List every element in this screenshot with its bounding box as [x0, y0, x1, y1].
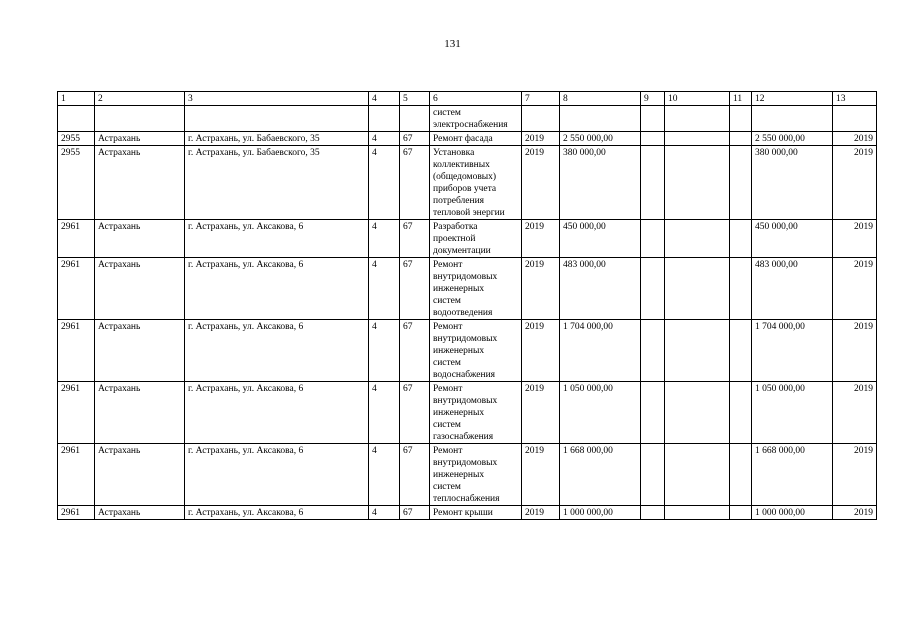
work-type-cell — [430, 444, 522, 506]
cost-fund-cell: 1 050 000,00 — [752, 382, 833, 444]
table-row — [58, 320, 877, 382]
header-cell: 2 — [95, 92, 185, 106]
cost-total-cell: 1 050 000,00 — [560, 382, 641, 444]
year-2-cell: 2019 — [833, 444, 877, 506]
address-cell — [185, 106, 369, 132]
table-row — [58, 444, 877, 506]
work-type-line: внутридомовых — [433, 272, 498, 282]
cost-fund-cell: 483 000,00 — [752, 258, 833, 320]
col-11-cell — [730, 320, 752, 382]
work-type-line: систем — [433, 358, 461, 368]
work-type-line: Ремонт — [433, 260, 463, 270]
work-type-line: систем — [433, 482, 461, 492]
cost-fund-cell: 1 704 000,00 — [752, 320, 833, 382]
record-id-cell: 2961 — [58, 506, 95, 520]
header-cell: 8 — [560, 92, 641, 106]
col-11-cell — [730, 258, 752, 320]
cost-fund-cell: 1 000 000,00 — [752, 506, 833, 520]
col-5-cell: 67 — [400, 146, 430, 220]
year-2-cell — [833, 106, 877, 132]
municipality-cell: Астрахань — [95, 320, 185, 382]
work-type-cell — [430, 220, 522, 258]
address-cell: г. Астрахань, ул. Аксакова, 6 — [185, 320, 369, 382]
address-cell: г. Астрахань, ул. Бабаевского, 35 — [185, 146, 369, 220]
address-cell: г. Астрахань, ул. Аксакова, 6 — [185, 258, 369, 320]
year-2-cell: 2019 — [833, 506, 877, 520]
work-type-line: Ремонт — [433, 446, 463, 456]
municipality-cell: Астрахань — [95, 382, 185, 444]
work-type-line: инженерных — [433, 346, 485, 356]
municipality-cell: Астрахань — [95, 444, 185, 506]
col-5-cell: 67 — [400, 320, 430, 382]
cost-fund-cell: 2 550 000,00 — [752, 132, 833, 146]
municipality-cell — [95, 106, 185, 132]
col-4-cell: 4 — [369, 382, 400, 444]
record-id-cell: 2961 — [58, 220, 95, 258]
work-type-line: систем — [433, 108, 461, 118]
work-type-cell — [430, 258, 522, 320]
record-id-cell — [58, 106, 95, 132]
work-type-line: коллективных — [433, 160, 490, 170]
municipality-cell: Астрахань — [95, 220, 185, 258]
address-cell: г. Астрахань, ул. Бабаевского, 35 — [185, 132, 369, 146]
cost-fund-cell — [752, 106, 833, 132]
record-id-cell: 2961 — [58, 258, 95, 320]
work-type-line: потребления — [433, 196, 485, 206]
table-row — [58, 146, 877, 220]
work-type-line: водоотведения — [433, 308, 493, 318]
address-cell: г. Астрахань, ул. Аксакова, 6 — [185, 220, 369, 258]
work-type-line: газоснабжения — [433, 432, 494, 442]
col-9-cell — [641, 506, 665, 520]
table-row — [58, 220, 877, 258]
col-5-cell: 67 — [400, 132, 430, 146]
col-9-cell — [641, 382, 665, 444]
cost-total-cell: 380 000,00 — [560, 146, 641, 220]
col-9-cell — [641, 320, 665, 382]
col-9-cell — [641, 106, 665, 132]
work-type-line: Ремонт — [433, 384, 463, 394]
year-cell: 2019 — [522, 146, 560, 220]
work-type-cell — [430, 382, 522, 444]
col-10-cell — [665, 320, 730, 382]
work-type-line: водоснабжения — [433, 370, 496, 380]
cost-fund-cell: 1 668 000,00 — [752, 444, 833, 506]
header-cell: 3 — [185, 92, 369, 106]
table-row — [58, 106, 877, 132]
municipality-cell: Астрахань — [95, 506, 185, 520]
record-id-cell: 2961 — [58, 320, 95, 382]
header-cell: 1 — [58, 92, 95, 106]
municipality-cell: Астрахань — [95, 146, 185, 220]
work-type-line: систем — [433, 420, 461, 430]
cost-total-cell: 2 550 000,00 — [560, 132, 641, 146]
header-cell: 5 — [400, 92, 430, 106]
year-cell: 2019 — [522, 132, 560, 146]
table-row — [58, 382, 877, 444]
col-4-cell: 4 — [369, 146, 400, 220]
work-type-line: внутридомовых — [433, 334, 498, 344]
record-id-cell: 2961 — [58, 444, 95, 506]
col-11-cell — [730, 506, 752, 520]
cost-total-cell: 1 000 000,00 — [560, 506, 641, 520]
year-2-cell: 2019 — [833, 146, 877, 220]
cost-total-cell — [560, 106, 641, 132]
col-5-cell — [400, 106, 430, 132]
record-id-cell: 2955 — [58, 146, 95, 220]
work-type-cell — [430, 132, 522, 146]
header-cell: 9 — [641, 92, 665, 106]
year-cell: 2019 — [522, 220, 560, 258]
work-type-line: инженерных — [433, 470, 485, 480]
cost-total-cell: 483 000,00 — [560, 258, 641, 320]
year-cell — [522, 106, 560, 132]
header-cell: 4 — [369, 92, 400, 106]
col-11-cell — [730, 106, 752, 132]
col-11-cell — [730, 382, 752, 444]
col-9-cell — [641, 132, 665, 146]
year-2-cell: 2019 — [833, 132, 877, 146]
header-cell: 13 — [833, 92, 877, 106]
col-10-cell — [665, 220, 730, 258]
col-4-cell: 4 — [369, 320, 400, 382]
data-table — [57, 91, 877, 520]
work-type-line: внутридомовых — [433, 396, 498, 406]
cost-total-cell: 1 704 000,00 — [560, 320, 641, 382]
col-5-cell: 67 — [400, 220, 430, 258]
table-row — [58, 132, 877, 146]
work-type-line: внутридомовых — [433, 458, 498, 468]
header-cell: 12 — [752, 92, 833, 106]
address-cell: г. Астрахань, ул. Аксакова, 6 — [185, 382, 369, 444]
table-row — [58, 258, 877, 320]
work-type-line: документации — [433, 246, 491, 256]
work-type-line: тепловой энергии — [433, 208, 505, 218]
address-cell: г. Астрахань, ул. Аксакова, 6 — [185, 506, 369, 520]
col-5-cell: 67 — [400, 258, 430, 320]
col-11-cell — [730, 444, 752, 506]
cost-total-cell: 1 668 000,00 — [560, 444, 641, 506]
col-9-cell — [641, 444, 665, 506]
col-5-cell: 67 — [400, 382, 430, 444]
col-5-cell: 67 — [400, 444, 430, 506]
year-2-cell: 2019 — [833, 258, 877, 320]
work-type-line: проектной — [433, 234, 476, 244]
work-type-line: Ремонт крыши — [433, 508, 493, 518]
col-10-cell — [665, 382, 730, 444]
col-9-cell — [641, 146, 665, 220]
year-2-cell: 2019 — [833, 320, 877, 382]
col-9-cell — [641, 258, 665, 320]
header-cell: 11 — [730, 92, 752, 106]
year-cell: 2019 — [522, 506, 560, 520]
work-type-line: приборов учета — [433, 184, 497, 194]
page-number: 131 — [444, 38, 461, 50]
work-type-line: (общедомовых) — [433, 172, 497, 182]
header-cell: 7 — [522, 92, 560, 106]
col-9-cell — [641, 220, 665, 258]
col-5-cell: 67 — [400, 506, 430, 520]
header-row — [58, 92, 877, 106]
work-type-line: инженерных — [433, 408, 485, 418]
col-11-cell — [730, 220, 752, 258]
work-type-cell — [430, 320, 522, 382]
col-4-cell: 4 — [369, 506, 400, 520]
col-10-cell — [665, 132, 730, 146]
cost-fund-cell: 380 000,00 — [752, 146, 833, 220]
col-10-cell — [665, 444, 730, 506]
work-type-line: инженерных — [433, 284, 485, 294]
work-type-cell — [430, 506, 522, 520]
col-4-cell: 4 — [369, 444, 400, 506]
work-type-line: Ремонт — [433, 322, 463, 332]
year-cell: 2019 — [522, 382, 560, 444]
year-2-cell: 2019 — [833, 382, 877, 444]
year-cell: 2019 — [522, 444, 560, 506]
work-type-cell — [430, 106, 522, 132]
col-11-cell — [730, 132, 752, 146]
cost-fund-cell: 450 000,00 — [752, 220, 833, 258]
work-type-line: систем — [433, 296, 461, 306]
work-type-line: Разработка — [433, 222, 478, 232]
col-11-cell — [730, 146, 752, 220]
header-cell: 6 — [430, 92, 522, 106]
work-type-line: Установка — [433, 148, 475, 158]
col-4-cell: 4 — [369, 220, 400, 258]
year-2-cell: 2019 — [833, 220, 877, 258]
col-4-cell: 4 — [369, 258, 400, 320]
cost-total-cell: 450 000,00 — [560, 220, 641, 258]
col-4-cell: 4 — [369, 132, 400, 146]
col-10-cell — [665, 146, 730, 220]
col-10-cell — [665, 506, 730, 520]
col-4-cell — [369, 106, 400, 132]
work-type-line: Ремонт фасада — [433, 134, 493, 144]
col-10-cell — [665, 106, 730, 132]
work-type-line: электроснабжения — [433, 120, 508, 130]
record-id-cell: 2961 — [58, 382, 95, 444]
work-type-line: теплоснабжения — [433, 494, 500, 504]
year-cell: 2019 — [522, 320, 560, 382]
work-type-cell — [430, 146, 522, 220]
col-10-cell — [665, 258, 730, 320]
municipality-cell: Астрахань — [95, 258, 185, 320]
year-cell: 2019 — [522, 258, 560, 320]
table-row — [58, 506, 877, 520]
record-id-cell: 2955 — [58, 132, 95, 146]
header-cell: 10 — [665, 92, 730, 106]
address-cell: г. Астрахань, ул. Аксакова, 6 — [185, 444, 369, 506]
municipality-cell: Астрахань — [95, 132, 185, 146]
